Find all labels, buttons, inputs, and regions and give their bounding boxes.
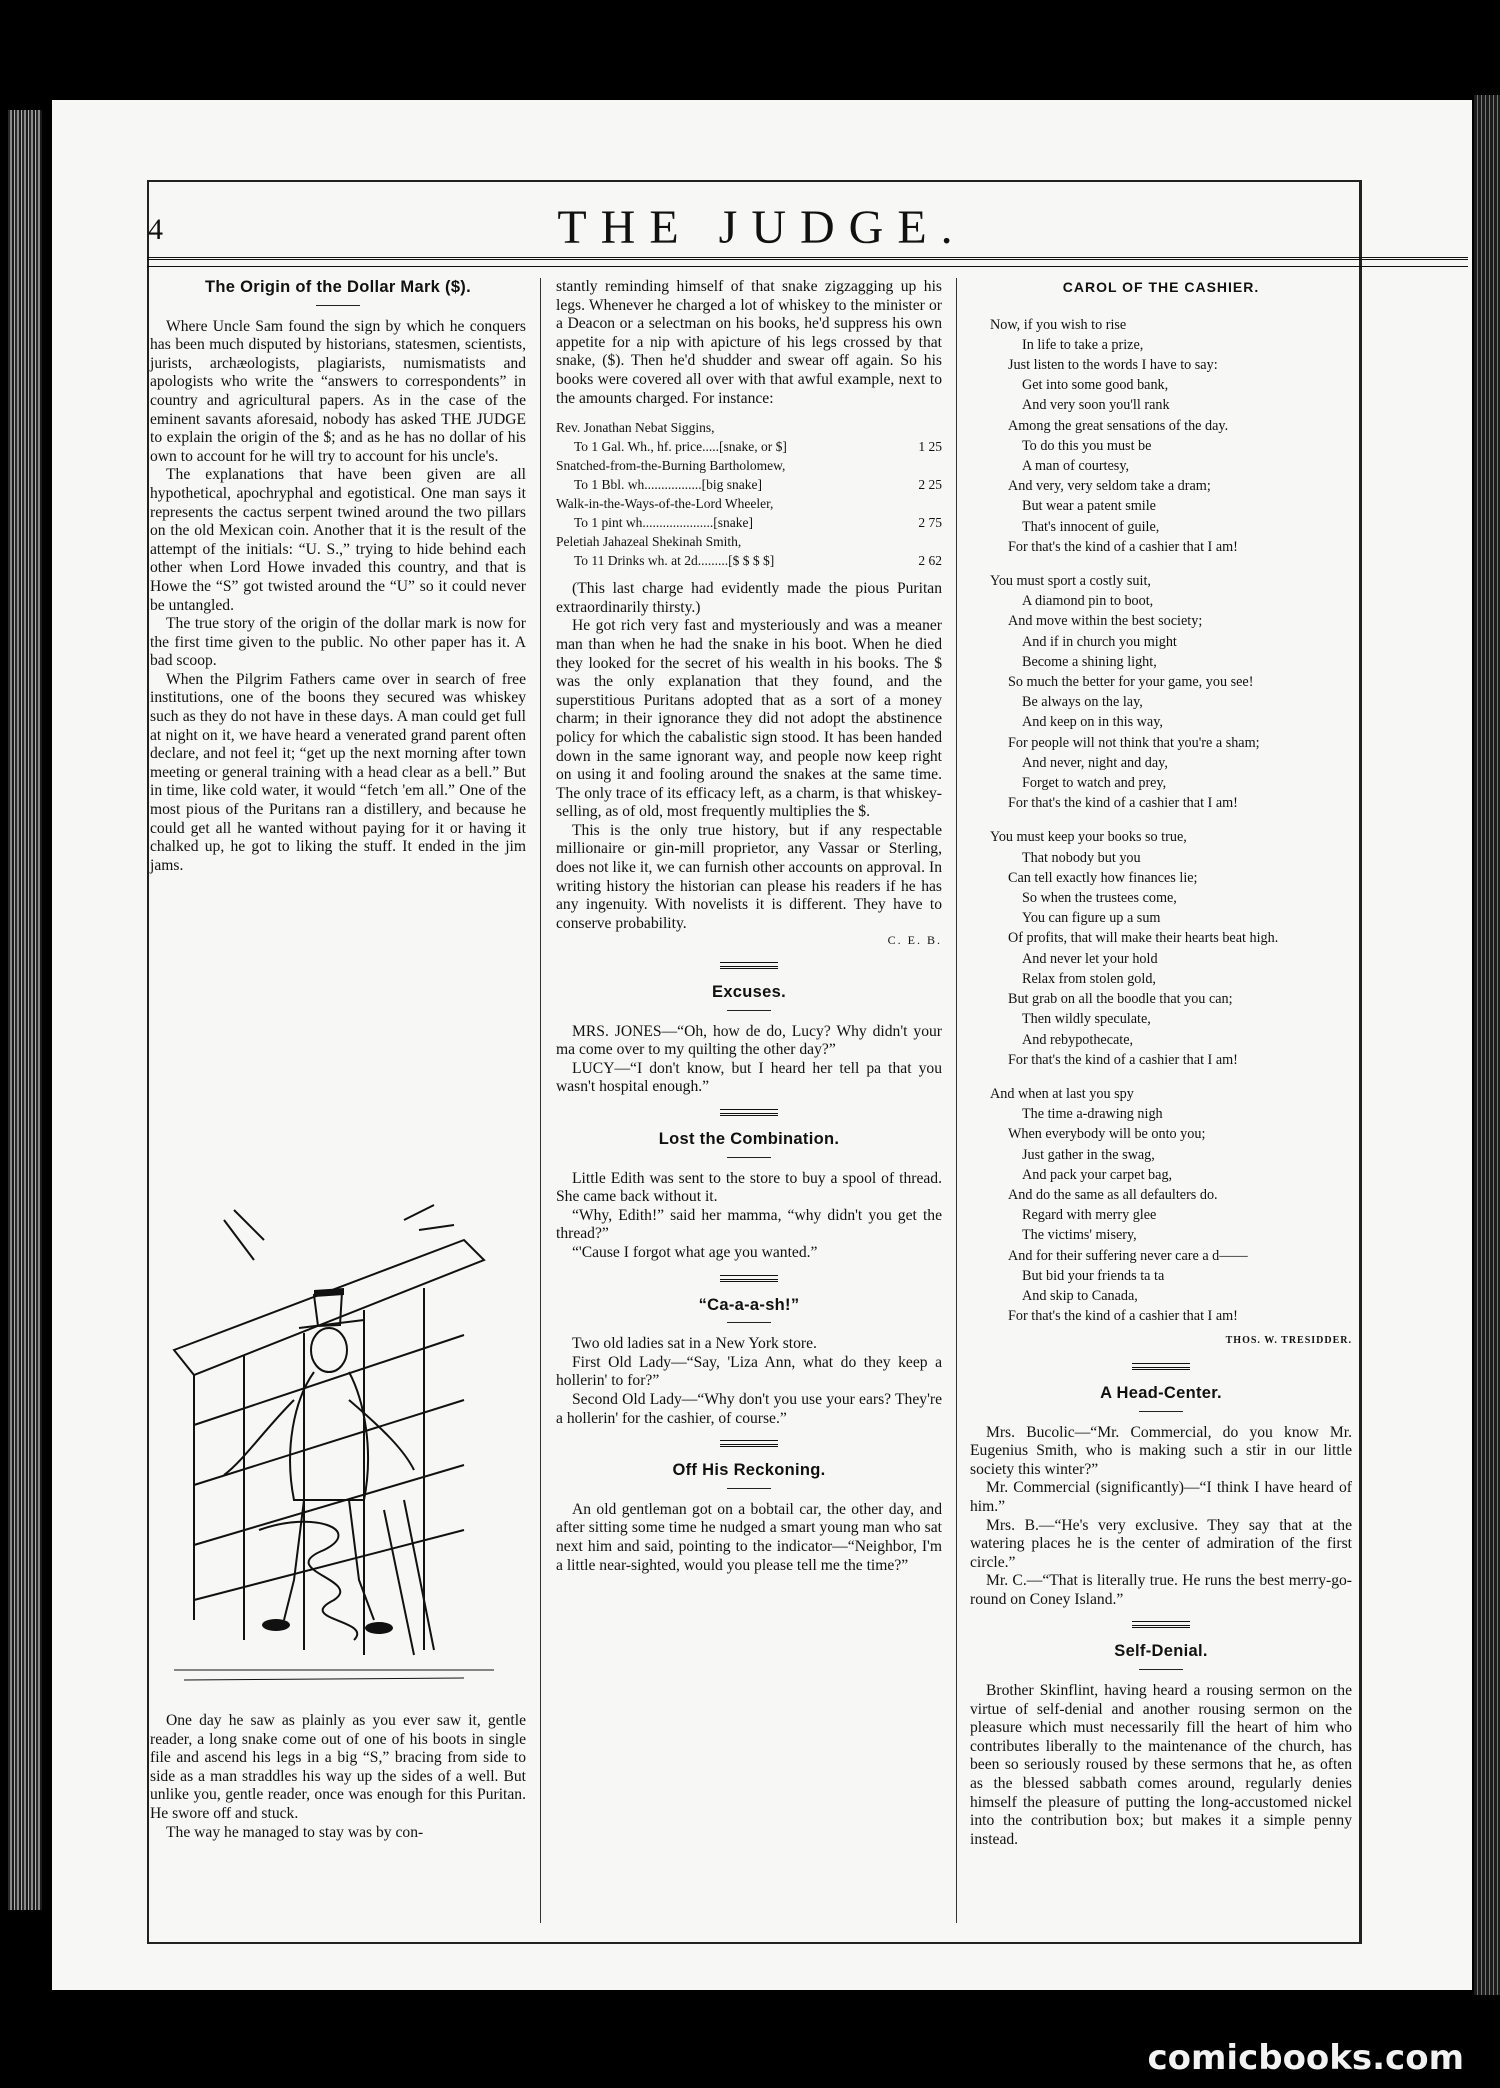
poem-line: For that's the kind of a cashier that I am!: [1008, 1051, 1238, 1068]
paragraph: The way he managed to stay was by con-: [166, 1823, 424, 1841]
paragraph: The explanations that have been given are all hypothetical, apochryphal and egotistical. One man says it represents the cactus serpent twined around the two pillars on the old Mexican coin. Another that it is the result of the attempt of the initials: “U. S.,” trying to hide behind each other when Lord Howe invaded this country, and that is Howe the “S” got twisted around the “U” so it could never be untangled.: [150, 466, 526, 614]
poem-line: For that's the kind of a cashier that I am!: [1008, 795, 1238, 812]
poem-line: You must keep your books so true,: [990, 829, 1187, 846]
poem-line: But grab on all the boodle that you can;: [1008, 991, 1233, 1008]
entry-amount: 2 25: [918, 477, 942, 493]
section-separator: [720, 962, 778, 969]
poem-line: And for their suffering never care a d——: [1008, 1247, 1248, 1264]
poem-stanza: [970, 827, 1352, 1069]
poem-line: And skip to Canada,: [1022, 1287, 1138, 1304]
paragraph: Mr. C.—“That is literally true. He runs the best merry-go-round on Coney Island.”: [970, 1572, 1352, 1608]
masthead-rule: [147, 257, 1468, 267]
puritan-snake-illustration: [164, 1200, 504, 1690]
poem-line: Just listen to the words I have to say:: [1008, 357, 1218, 373]
column-3: [970, 278, 1352, 1849]
poem-line: In life to take a prize,: [1022, 336, 1144, 353]
ledger-entry: [556, 532, 942, 570]
heading-rule: [1139, 1669, 1183, 1670]
heading-rule: [727, 1157, 771, 1158]
paragraph: LUCY—“I don't know, but I heard her tell pa that you wasn't hospital enough.”: [556, 1059, 942, 1096]
column-divider: [956, 278, 957, 1923]
author-signature: C. E. B.: [887, 933, 942, 948]
entry-item: To 1 Gal. Wh., hf. price.....[snake, or $]: [574, 439, 787, 455]
poem-line: But wear a patent smile: [1022, 498, 1156, 515]
poem-line: The victims' misery,: [1022, 1227, 1137, 1244]
poem-line: For people will not think that you're a sham;: [1008, 734, 1260, 751]
entry-name: Rev. Jonathan Nebat Siggins,: [556, 420, 715, 436]
poem-line: To do this you must be: [1022, 437, 1152, 454]
heading-rule: [1139, 1411, 1183, 1412]
poem-line: And keep on in this way,: [1022, 714, 1163, 731]
entry-amount: 2 75: [918, 515, 942, 531]
heading-rule: [316, 305, 360, 306]
poem-line: For that's the kind of a cashier that I am!: [1008, 1308, 1238, 1325]
poem-title: CAROL OF THE CASHIER.: [1062, 279, 1260, 295]
entry-amount: 2 62: [918, 553, 942, 569]
poem-line: Just gather in the swag,: [1022, 1146, 1155, 1163]
poem-line: And very soon you'll rank: [1022, 397, 1170, 414]
heading-rule: [727, 1488, 771, 1489]
heading-rule: [727, 1322, 771, 1323]
paragraph: Two old ladies sat in a New York store.: [572, 1335, 817, 1353]
article-heading-head-center: A Head-Center.: [1100, 1383, 1222, 1402]
section-separator: [720, 1440, 778, 1447]
paragraph: This is the only true history, but if any respectable millionaire or gin-mill proprietor, any Vassar or Sterling, does not like it, we can furnish other accounts on approval. In writing history the historian can please his readers if he has any ingenuity. With novelists it is different. They have to conserve probability.: [556, 821, 942, 932]
article-heading-self-denial: Self-Denial.: [1114, 1642, 1208, 1661]
paragraph: The true story of the origin of the dollar mark is now for the first time given to the public. No other paper has it. A bad scoop.: [150, 615, 526, 670]
poem-line: Now, if you wish to rise: [990, 316, 1127, 333]
poem-line: Of profits, that will make their hearts beat high.: [1008, 930, 1279, 947]
paragraph: Mr. Commercial (significantly)—“I think I have heard of him.”: [970, 1479, 1352, 1515]
poem-line: And never let your hold: [1022, 950, 1158, 967]
column-2: [556, 278, 942, 1575]
article-heading-cash: “Ca-a-a-sh!”: [698, 1295, 800, 1314]
column-1: [150, 278, 526, 875]
poem-line: A man of courtesy,: [1022, 458, 1130, 475]
poem-line: And very, very seldom take a dram;: [1008, 478, 1211, 495]
poem-line: The time a-drawing nigh: [1022, 1106, 1163, 1123]
poem-line: And pack your carpet bag,: [1022, 1166, 1173, 1183]
poem-line: A diamond pin to boot,: [1022, 593, 1154, 610]
poem-line: Among the great sensations of the day.: [1008, 417, 1229, 434]
entry-item: To 1 Bbl. wh.................[big snake]: [574, 477, 763, 493]
paragraph: Mrs. B.—“He's very exclusive. They say that at the watering places he is the center of admiration of the first circle.”: [970, 1516, 1352, 1571]
paragraph: “'Cause I forgot what age you wanted.”: [572, 1243, 818, 1261]
poem-line: You must sport a costly suit,: [990, 573, 1151, 590]
paragraph: “Why, Edith!” said her mamma, “why didn't you get the thread?”: [556, 1206, 942, 1243]
section-separator: [1132, 1363, 1190, 1370]
column-1-continued: [150, 1712, 526, 1842]
paragraph: Mrs. Bucolic—“Mr. Commercial, do you know Mr. Eugenius Smith, who is making such a stir in our little society this winter?”: [970, 1423, 1352, 1478]
paragraph: Brother Skinflint, having heard a rousing sermon on the virtue of self-denial and another rousing sermon on the pleasure which must necessarily fill the heart of him who contributes liberally to the maintenance of the church, has been so seriously roused by these sermons that he, as often as the blessed sabbath comes around, regularly denies himself the pleasure of putting the long-accustomed nickel into the contribution box; but makes it a simple penny instead.: [970, 1682, 1352, 1848]
poem-stanza: [970, 1084, 1352, 1326]
poem: [970, 315, 1352, 1327]
poem-line: Become a shining light,: [1022, 653, 1157, 670]
poem-line: Then wildly speculate,: [1022, 1011, 1151, 1028]
ledger-entry: [556, 494, 942, 532]
book-spine: [8, 110, 42, 1910]
poem-stanza: [970, 315, 1352, 557]
paragraph: One day he saw as plainly as you ever saw it, gentle reader, a long snake come out of one of his boots in single file and ascend his legs in a big “S,” bracing from side to side as a man straddles his way up the sides of a well. But unlike you, gentle reader, once was enough for this Puritan. He swore off and stuck.: [150, 1712, 526, 1822]
entry-item: To 11 Drinks wh. at 2d.........[$ $ $ $]: [574, 553, 775, 569]
paragraph: Where Uncle Sam found the sign by which he conquers has been much disputed by historians, statesmen, scientists, jurists, archæologists, plagiarists, numismatists and apologists who write the “answers to correspondents” in country and agricultural papers. As in the case of the eminent savants aforesaid, nobody has asked THE JUDGE to explain the origin of the $; and as he has no dollar of his own to account for he will try to account for his uncle's.: [150, 317, 526, 465]
entry-name: Peletiah Jahazeal Shekinah Smith,: [556, 534, 742, 550]
masthead-title: THE JUDGE.: [557, 201, 967, 254]
poem-line: But bid your friends ta ta: [1022, 1267, 1165, 1284]
poem-line: That's innocent of guile,: [1022, 518, 1160, 535]
page-sheet: [52, 100, 1472, 1990]
article-heading-excuses: Excuses.: [712, 983, 786, 1002]
entry-name: Walk-in-the-Ways-of-the-Lord Wheeler,: [556, 496, 774, 512]
paragraph: He got rich very fast and mysteriously and was a meaner man than when he had the snake in his boot. When he died they looked for the secret of his wealth in his books. The $ was the only explanation that they found, and the superstitious Puritans adopted that as a sort of a money charm; in their ignorance they did not adopt the abstinence policy for which the cabalistic sign stood. It has been handed down in the same ignorant way, and people now keep right on using it and fooling around the snakes at the same time. The only trace of its efficacy left, as a charm, is that whiskey-selling, as of old, most frequently multiplies the $.: [556, 617, 942, 821]
poem-line: So much the better for your game, you see!: [1008, 674, 1254, 691]
paragraph: An old gentleman got on a bobtail car, the other day, and after sitting some time he nudged a smart young man who sat next him and said, pointing to the indicator—“Neighbor, I'm a little near-sighted, would you please tell me the time?”: [556, 1500, 942, 1574]
poem-line: Forget to watch and prey,: [1022, 775, 1167, 792]
entry-name: Snatched-from-the-Burning Bartholomew,: [556, 458, 786, 474]
poem-line: And when at last you spy: [990, 1085, 1134, 1102]
poem-line: For that's the kind of a cashier that I am!: [1008, 538, 1238, 555]
entry-amount: 1 25: [918, 439, 942, 455]
column-divider: [540, 278, 541, 1923]
poem-line: So when the trustees come,: [1022, 890, 1177, 907]
poem-line: Regard with merry glee: [1022, 1207, 1157, 1224]
article-heading-reckoning: Off His Reckoning.: [672, 1461, 826, 1480]
paragraph: Little Edith was sent to the store to buy a spool of thread. She came back without it.: [556, 1169, 942, 1206]
poem-line: Be always on the lay,: [1022, 694, 1143, 711]
poem-line: When everybody will be onto you;: [1008, 1126, 1206, 1143]
poem-line: And never, night and day,: [1022, 754, 1168, 771]
paragraph: When the Pilgrim Fathers came over in search of free institutions, one of the boons they secured was whiskey such as they do not have in these days. A man could get full at night on it, we have heard a venerated grand parent often declare, and not feel it; “get up the next morning after town meeting or general training with a head clear as a bell.” But in time, like cold water, it would “fetch 'em all.” One of the most pious of the Puritans ran a distillery, and because he could get all he wanted without paying for it or having it chalked up, he got to liking the stuff. It ended in the jim jams.: [150, 670, 526, 874]
poem-line: And do the same as all defaulters do.: [1008, 1186, 1218, 1203]
watermark: comicbooks.com: [1147, 2038, 1464, 2078]
entry-item: To 1 pint wh.....................[snake]: [574, 515, 754, 531]
section-separator: [720, 1109, 778, 1116]
article-heading-dollar-mark: The Origin of the Dollar Mark ($).: [205, 278, 471, 296]
poem-line: Relax from stolen gold,: [1022, 970, 1156, 987]
heading-rule: [727, 1010, 771, 1011]
poem-signature: THOS. W. TRESIDDER.: [1225, 1335, 1352, 1347]
ledger-entry: [556, 456, 942, 494]
poem-line: And if in church you might: [1022, 633, 1177, 650]
paragraph: First Old Lady—“Say, 'Liza Ann, what do they keep a hollerin' to for?”: [556, 1353, 942, 1390]
ledger-entry: [556, 418, 942, 456]
page-number: 4: [148, 213, 163, 246]
poem-line: Get into some good bank,: [1022, 377, 1169, 394]
poem-line: And move within the best society;: [1008, 613, 1203, 630]
section-separator: [1132, 1621, 1190, 1628]
poem-line: Can tell exactly how finances lie;: [1008, 869, 1198, 886]
paragraph: Second Old Lady—“Why don't you use your ears? They're a hollerin' for the cashier, of course.”: [556, 1390, 942, 1427]
poem-line: And rebypothecate,: [1022, 1031, 1134, 1048]
paragraph: (This last charge had evidently made the pious Puritan extraordinarily thirsty.): [556, 580, 942, 616]
poem-line: You can figure up a sum: [1022, 910, 1161, 927]
section-separator: [720, 1275, 778, 1282]
paragraph: stantly reminding himself of that snake zigzagging up his legs. Whenever he charged a lot of whiskey to the minister or a Deacon or a selectman on his books, he'd suppress his own appetite for a nip with apicture of his legs crossed by that snake, ($). Then he'd shudder and swear off again. So his books were covered all over with that awful example, next to the amounts charged. For instance:: [556, 278, 942, 407]
page-edges: [1474, 95, 1500, 1995]
paragraph: MRS. JONES—“Oh, how de do, Lucy? Why didn't your ma come over to my quilting the other day?”: [556, 1022, 942, 1059]
ledger-entries: [556, 418, 942, 570]
poem-line: That nobody but you: [1022, 849, 1141, 866]
article-heading-combination: Lost the Combination.: [658, 1130, 840, 1148]
poem-stanza: [970, 571, 1352, 813]
